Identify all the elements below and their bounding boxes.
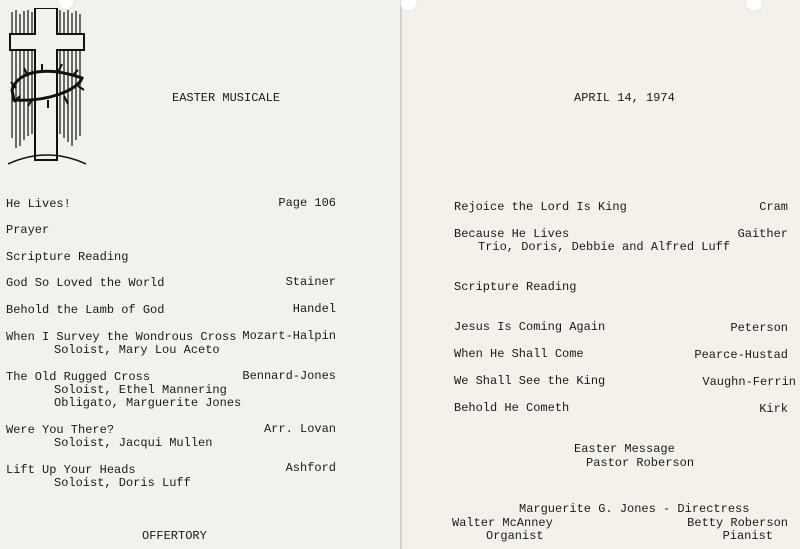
program-item-title: He Lives! [6, 197, 71, 211]
program-item-title: Behold the Lamb of God [6, 303, 165, 317]
program-item-title: Prayer [6, 223, 50, 237]
program-item-title: God So Loved the World [6, 276, 165, 290]
program-item-title: The Old Rugged Cross [6, 370, 151, 384]
program-item-detail: Obligato, Marguerite Jones [54, 396, 242, 410]
program-item-title: Were You There? [6, 423, 115, 437]
message-speaker: Pastor Roberson [586, 456, 695, 470]
program-item-title: When He Shall Come [454, 347, 584, 361]
cross-with-thorns-icon [8, 8, 86, 166]
program-item-title: We Shall See the King [454, 374, 606, 388]
program-item-title: Rejoice the Lord Is King [454, 200, 627, 214]
program-title: EASTER MUSICALE [172, 91, 281, 105]
program-item-detail: Soloist, Jacqui Mullen [54, 436, 213, 450]
program-item-detail: Soloist, Mary Lou Aceto [54, 343, 220, 357]
pianist-role: Pianist [722, 529, 773, 543]
program-item-credit: Arr. Lovan [263, 422, 336, 436]
program-item-title: When I Survey the Wondrous Cross [6, 330, 237, 344]
program-item-title: Jesus Is Coming Again [454, 320, 606, 334]
program-item-credit: Kirk [759, 402, 788, 416]
program-item-credit: Ashford [285, 461, 336, 475]
program-item-credit: Vaughn-Ferrin [702, 375, 796, 389]
program-item-title: Scripture Reading [6, 250, 129, 264]
program-item-credit: Gaither [737, 227, 788, 241]
program-date: APRIL 14, 1974 [574, 91, 675, 105]
director-line: Marguerite G. Jones - Directress [519, 502, 750, 516]
right-page [402, 0, 800, 549]
pianist-name: Betty Roberson [687, 516, 788, 530]
organist-name: Walter McAnney [452, 516, 553, 530]
program-item-credit: Handel [292, 302, 336, 316]
program-item-title: Lift Up Your Heads [6, 463, 136, 477]
program-item-credit: Stainer [285, 275, 336, 289]
program-item-title: Scripture Reading [454, 280, 577, 294]
program-item-credit: Peterson [730, 321, 788, 335]
program-item-detail: Soloist, Doris Luff [54, 476, 191, 490]
program-item-title: Behold He Cometh [454, 401, 570, 415]
program-item-credit: Page 106 [278, 196, 336, 210]
organist-role: Organist [486, 529, 544, 543]
program-item-credit: Pearce-Hustad [694, 348, 788, 362]
program-item-credit: Mozart-Halpin [242, 329, 336, 343]
offertory-heading: OFFERTORY [142, 529, 207, 543]
message-title: Easter Message [574, 442, 675, 456]
program-item-credit: Bennard-Jones [242, 369, 336, 383]
program-item-detail: Soloist, Ethel Mannering [54, 383, 227, 397]
program-item-detail: Trio, Doris, Debbie and Alfred Luff [478, 240, 731, 254]
program-item-title: Because He Lives [454, 227, 570, 241]
program-item-credit: Cram [759, 200, 788, 214]
